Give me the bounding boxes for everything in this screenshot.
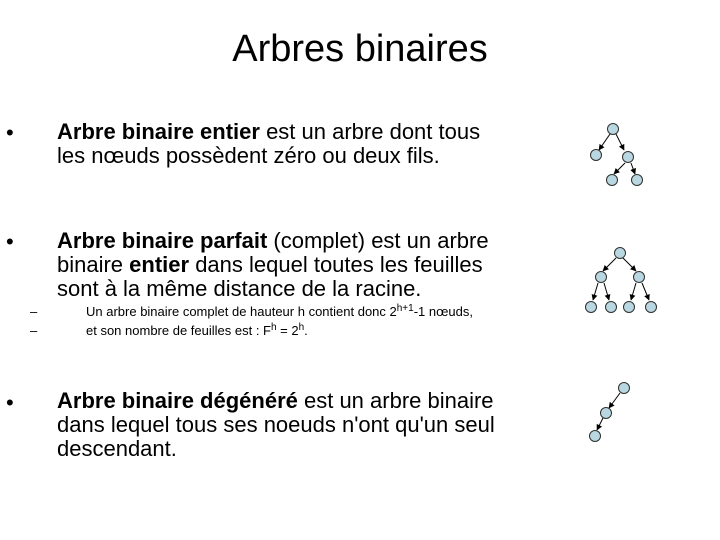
definition-line: binaire entier dans lequel toutes les feuilles [57,252,483,277]
definition-degenerate-tree [57,389,495,461]
sub-bullet-marker: – [30,323,38,338]
tree-node [608,124,619,135]
tree-node [624,302,635,313]
tree-node [646,302,657,313]
perfect-binary-tree-diagram [584,244,660,322]
tree-node [634,272,645,283]
term-perfect-binary-tree: Arbre binaire parfait [57,228,268,253]
definition-line: les nœuds possèdent zéro ou deux fils. [57,143,440,168]
tree-edge [614,163,625,174]
tree-node [591,150,602,161]
tree-edge [609,393,620,408]
tree-edge [599,134,610,150]
tree-node [606,302,617,313]
full-binary-tree-diagram [586,118,646,188]
tree-node [615,248,626,259]
definition-line: Arbre binaire parfait (complet) est un arbre [57,228,489,253]
tree-edge [593,283,598,300]
term-entier: entier [129,252,190,277]
tree-node [601,408,612,419]
tree-node [619,383,630,394]
tree-node [632,175,643,186]
tree-node [590,431,601,442]
tree-edge [631,163,635,174]
tree-edge [603,258,616,271]
bullet-marker: • [6,390,14,415]
page-title: Arbres binaires [232,28,488,70]
tree-node [586,302,597,313]
definition-perfect-tree [57,229,489,301]
degenerate-tree-diagram [588,378,638,448]
tree-node [607,175,618,186]
term-degenerate-binary-tree: Arbre binaire dégénéré [57,388,298,413]
tree-edge [642,283,649,300]
definition-full-tree [57,120,480,168]
sub-bullet-marker: – [30,304,38,319]
tree-edge [616,134,624,150]
tree-node [623,152,634,163]
tree-edge [631,283,636,300]
node-count-formula: Un arbre binaire complet de hauteur h contient donc $2^{h+1}-1$ nœuds, [86,303,473,319]
definition-line: dans lequel tous ses noeuds n'ont qu'un seul [57,412,495,437]
definition-line: Arbre binaire dégénéré est un arbre binaire [57,388,494,413]
definition-line: descendant. [57,436,177,461]
tree-edge [623,258,636,271]
tree-edge [604,283,609,300]
tree-edge [597,418,603,430]
tree-node [596,272,607,283]
term-full-binary-tree: Arbre binaire entier [57,119,260,144]
leaf-count-formula: et son nombre de feuilles est : $F^h = 2^h$. [86,322,308,338]
bullet-marker: • [6,120,14,145]
bullet-marker: • [6,229,14,254]
definition-line: sont à la même distance de la racine. [57,276,422,301]
definition-line: Arbre binaire entier est un arbre dont tous [57,119,481,144]
